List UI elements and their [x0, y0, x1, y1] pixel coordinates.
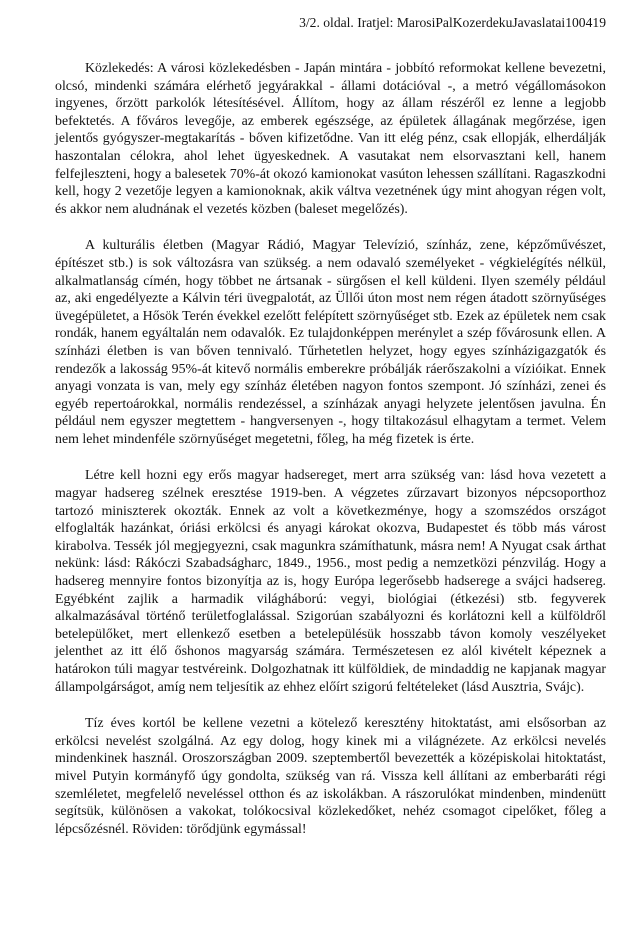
- page-header-reference: 3/2. oldal. Iratjel: MarosiPalKozerdekuJavaslatai100419: [299, 15, 606, 30]
- paragraph-education: Tíz éves kortól be kellene vezetni a kötelező keresztény hitoktatást, ami elsősorban az erkölcsi nevelést szolgálná. Az egy dolog, hogy kinek mi a világnézete. Az erkölcsi nevelés mindenkinek használ. Oroszországban 2009. szeptembertől bevezették a középiskolai hitoktatást, mivel Putyin kormányfő úgy gondolta, szükség van rá. Vissza kell állítani az emberbaráti régi szemléletet, megfelelő neveléssel otthon és az iskolákban. A rászorulókat mindenben, mindenütt segítsük, különösen a vakokat, tolókocsival közlekedőket, nehéz csomagot cipelőket, főleg a lépcsőzésnél. Röviden: törődjünk egymással!: [55, 716, 606, 837]
- paragraph-military: Létre kell hozni egy erős magyar hadsereget, mert arra szükség van: lásd hova vezetett a magyar hadsereg szélnek eresztése 1919-ben. A végzetes zűrzavart bizonyos népcsoporthoz tartozó miniszterek okozták. Ennek az volt a következménye, hogy a szomszédos országot elfoglalták hazánkat, óriási erkölcsi és anyagi károkat okozva, Budapestet és több más várost kirabolva. Tessék jól megjegyezni, csak magunkra számíthatunk, másra nem! A Nyugat csak árthat nekünk: lásd: Rákóczi Szabadságharc, 1849., 1956., most pedig a nemzetközi pénzvilág. Hogy a hadsereg mennyire fontos bizonyítja az is, hogy Európa legerősebb hadserege a svájci hadsereg. Egyébként zajlik a harmadik világháború: vegyi, biológiai (étkezési) stb. fegyverek alkalmazásával történő területfoglalással. Szigorúan szabályozni és korlátozni kell a külföldről betelepülőket, mert ellenkező esetben a betelepülésük hosszabb távon komoly veszélyeket jelenthet az itt élő őshonos magyarság számára. Természetesen ez alól kivételt képeznek a határokon túli magyar testvéreink. Dolgozhatnak itt külföldiek, de mindaddig ne kapjanak magyar állampolgárságot, amíg nem teljesítik az ehhez előírt szigorú feltételeket (lásd Ausztria, Svájc).: [55, 468, 606, 695]
- paragraph-culture: A kulturális életben (Magyar Rádió, Magyar Televízió, színház, zene, képzőművészet, építészet stb.) is sok változásra van szükség. a nem odavaló személyeket - végkielégítés nélkül, alkalmatlanság címén, hogy többet ne ártsanak - sürgősen el kell küldeni. Ilyen személy például az, aki engedélyezte a Kálvin téri üvegpalotát, az Üllői úton most nem régen átadott szörnyűséges üvegépületet, a Hősök Terén évekkel ezelőtt felépített szörnyűséget stb. Ezek az épületek nem csak rondák, hanem egyáltalán nem odavalók. Ez tulajdonképpen merénylet a szép fővárosunk ellen. A színházi életben is van bőven tennivaló. Tűrhetetlen helyzet, hogy egyes színházigazgatók és rendezők a lakosság 95%-át kitevő normális emberekre próbálják ráerőszakolni a vízióikat. Ennek anyagi vonzata is van, mely egy színház életében nagyon fontos szempont. Jó színházi, zenei és egyéb repertoárokkal, normális rendezéssel, a színházak anyagi helyzete jelentősen javulna. Én például nem egyszer megtettem - hangversenyen -, hogy tiltakozásul elhagytam a termet. Velem nem lehet mindenféle szörnyűséget megetetni, főleg, ha még fizetek is érte.: [55, 238, 606, 447]
- paragraph-transport: Közlekedés: A városi közlekedésben - Japán mintára - jobbító reformokat kellene bevezetni, olcsó, mindenki számára elérhető jegyárakkal - állami dotációval -, a metró végállomásokon ingyenes, őrzött parkolók létesítésével. Állítom, hogy az állam részéről ez lenne a legjobb befektetés. A főváros levegője, az emberek egészsége, az épületek állagának megőrzése, igen jelentős gyógyszer-megtakarítás - bőven kifizetődne. Van itt elég pénz, csak ellopják, elherdálják haszontalan célokra, ahol lehet ügyeskednek. A vasutakat nem elsorvasztani kell, hanem felfejleszteni, hogy a balesetek 70%-át okozó kamionokat vasúton lehessen szállítani. Ragaszkodni kell, hogy 2 vezetője legyen a kamionoknak, akik váltva vezetnének úgy mint ahogyan régen volt, és akkor nem aludnának el vezetés közben (baleset megelőzés).: [55, 61, 606, 217]
